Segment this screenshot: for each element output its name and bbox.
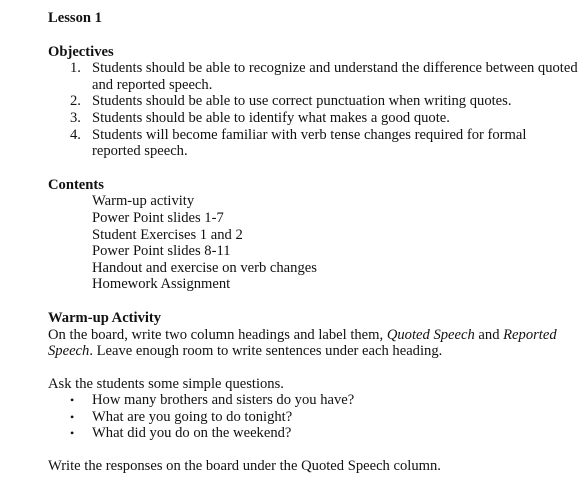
bullet-icon: •: [70, 409, 75, 424]
warmup-intro-and: and: [474, 326, 504, 343]
contents-heading: Contents: [48, 176, 104, 193]
question-text: What are you going to do tonight?: [92, 408, 293, 425]
objectives-heading: Objectives: [48, 43, 114, 60]
objective-number: 3.: [70, 109, 81, 126]
warmup-intro-part1: On the board, write two column headings and label them,: [48, 326, 387, 343]
objective-item: [48, 60, 578, 93]
bullet-icon: •: [70, 393, 75, 408]
contents-item: Homework Assignment: [92, 276, 231, 293]
questions-list: [48, 392, 578, 442]
objective-text: Students should be able to identify what makes a good quote.: [92, 109, 450, 126]
contents-item: Warm-up activity: [92, 193, 195, 210]
contents-list: [48, 193, 578, 293]
warmup-intro-part2: . Leave enough room to write sentences under each heading.: [89, 343, 443, 360]
contents-item: Power Point slides 8-11: [92, 243, 231, 260]
objectives-list: [48, 60, 578, 160]
ask-instruction: Ask the students some simple questions.: [48, 375, 284, 392]
bullet-icon: •: [70, 426, 75, 441]
reported-speech-term: Reported Speech: [48, 326, 557, 360]
objective-item: [48, 127, 578, 160]
question-item: [48, 409, 578, 426]
lesson-document: [48, 10, 578, 475]
question-item: [48, 425, 578, 442]
question-text: How many brothers and sisters do you have?: [92, 392, 355, 409]
warmup-intro: [48, 327, 578, 360]
contents-item: Student Exercises 1 and 2: [92, 226, 243, 243]
contents-item: Power Point slides 1-7: [92, 209, 224, 226]
closing-instruction: Write the responses on the board under the Quoted Speech column.: [48, 458, 441, 475]
question-text: What did you do on the weekend?: [92, 425, 292, 442]
quoted-speech-term: Quoted Speech: [386, 326, 475, 343]
objective-number: 2.: [70, 93, 81, 110]
objective-number: 4.: [70, 126, 81, 143]
objective-text: Students should be able to recognize and understand the difference between quoted and reported speech.: [92, 60, 578, 93]
objective-item: [48, 93, 578, 110]
objective-number: 1.: [70, 60, 81, 77]
contents-item: Handout and exercise on verb changes: [92, 259, 317, 276]
objective-text: Students should be able to use correct punctuation when writing quotes.: [92, 93, 512, 110]
lesson-title: Lesson 1: [48, 10, 102, 26]
objective-item: [48, 110, 578, 127]
question-item: [48, 392, 578, 409]
warmup-heading: Warm-up Activity: [48, 309, 162, 326]
objective-text: Students will become familiar with verb tense changes required for formal reported speech.: [92, 126, 527, 160]
